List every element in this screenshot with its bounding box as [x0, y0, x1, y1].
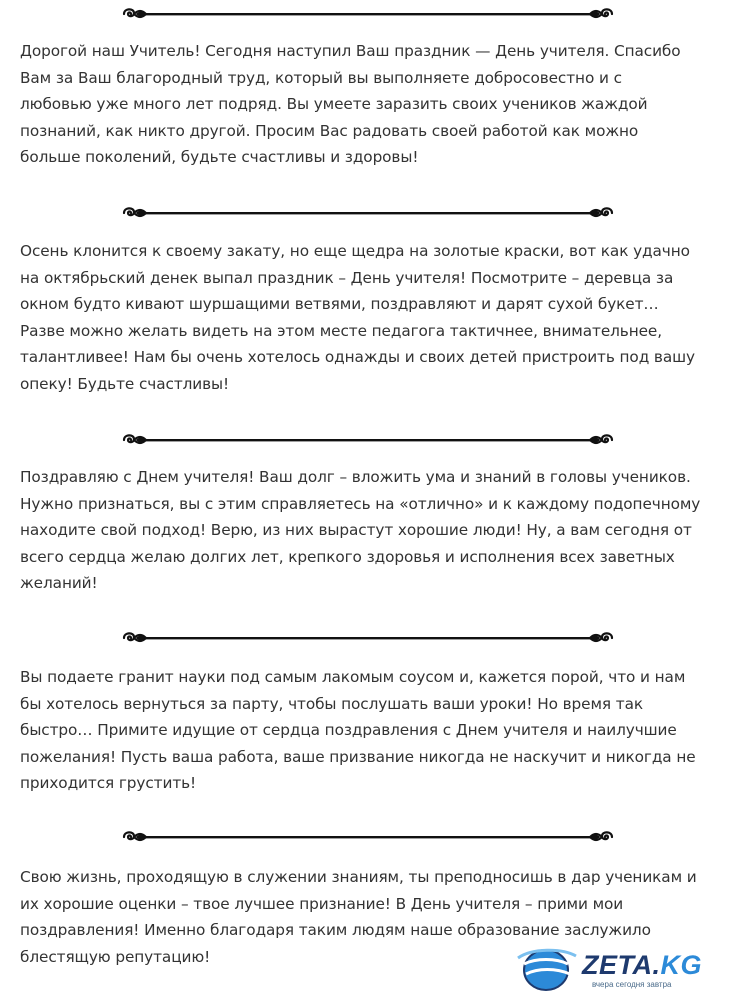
- logo-wordmark: ZETA.KG: [582, 950, 702, 980]
- greeting-paragraph-2: Осень клонится к своему закату, но еще щедра на золотые краски, вот как удачно на октябрьский денек выпал праздник – День учителя! Посмотрите – деревца за окном будто кивают шуршащими ветвями, поздравляют и дарят сухой букет… Разве можно желать видеть на этом месте педагога тактичнее, внимательнее, талантливее! Нам бы очень хотелось однажды и своих детей пристроить под вашу опеку! Будьте счастливы!: [20, 242, 695, 393]
- globe-icon: [516, 944, 578, 992]
- logo-tagline: вчера сегодня завтра: [592, 980, 672, 989]
- ornament-divider: [120, 6, 616, 22]
- ornament-divider: [120, 829, 616, 845]
- ornament-divider: [120, 432, 616, 448]
- greeting-paragraph-1: Дорогой наш Учитель! Сегодня наступил Ваш праздник — День учителя. Спасибо Вам за Ваш благородный труд, который вы выполняете добросовестно и с любовью уже много лет подряд. Вы умеете заразить своих учеников жаждой познаний, как никто другой. Просим Вас радовать своей работой как можно больше поколений, будьте счастливы и здоровы!: [20, 42, 681, 167]
- greeting-paragraph-3: Поздравляю с Днем учителя! Ваш долг – вложить ума и знаний в головы учеников. Нужно признаться, вы с этим справляетесь на «отлично» и к каждому подопечному находите свой подход! Верю, из них вырастут хорошие люди! Ну, а вам сегодня от всего сердца желаю долгих лет, крепкого здоровья и исполнения всех заветных желаний!: [20, 468, 701, 593]
- greeting-paragraph-4: Вы подаете гранит науки под самым лакомым соусом и, кажется порой, что и нам бы хотелось вернуться за парту, чтобы послушать ваши уроки! Но время так быстро… Примите идущие от сердца поздравления с Днем учителя и наилучшие пожелания! Пусть ваша работа, ваше призвание никогда не наскучит и никогда не приходится грустить!: [20, 668, 696, 793]
- greeting-paragraph-5: Свою жизнь, проходящую в служении знаниям, ты преподносишь в дар ученикам и их хорошие оценки – твое лучшее признание! В День учителя – прими мои поздравления! Именно благодаря таким людям наше образование заслужило блестящую репутацию!: [20, 868, 697, 966]
- ornament-divider: [120, 630, 616, 646]
- ornament-divider: [120, 205, 616, 221]
- site-logo[interactable]: [516, 940, 736, 994]
